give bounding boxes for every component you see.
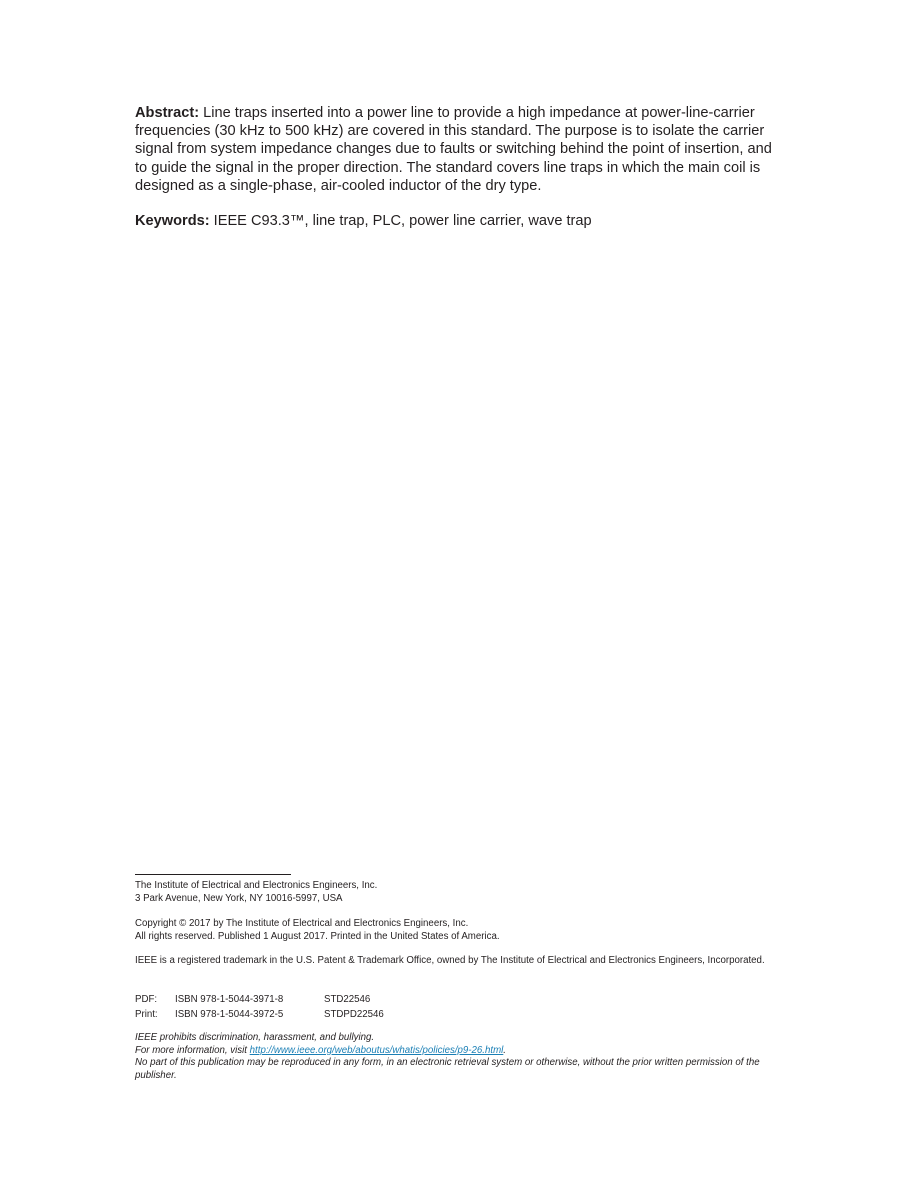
rights-line: All rights reserved. Published 1 August 2017. Printed in the United States of America. (135, 930, 500, 942)
isbn-block (135, 992, 790, 1022)
publisher-name: The Institute of Electrical and Electronics Engineers, Inc. (135, 880, 378, 891)
isbn-format-label: PDF: (135, 994, 158, 1005)
isbn-format-label: Print: (135, 1009, 158, 1020)
trademark-text: IEEE is a registered trademark in the U.S. Patent & Trademark Office, owned by The Institute of Electrical and Electronics Engineers, Incorporated. (135, 955, 765, 966)
abstract-paragraph (135, 104, 785, 195)
reproduction-notice: No part of this publication may be reproduced in any form, in an electronic retrieval system or otherwise, without the prior written permission of the publisher. (135, 1057, 760, 1081)
isbn-product-code: STDPD22546 (324, 1009, 384, 1020)
isbn-row-pdf (135, 992, 790, 1007)
more-info-line (135, 1045, 790, 1058)
more-info-suffix: . (503, 1044, 506, 1056)
abstract-text: Line traps inserted into a power line to provide a high impedance at power-line-carrier frequencies (30 kHz to 500 kHz) are covered in this standard. The purpose is to isolate the carrier signal from system impedance changes due to faults or switching behind the point of insertion, and to guide the signal in the proper direction. The standard covers line traps in which the main coil is designed as a single-phase, air-cooled inductor of the dry type. (135, 105, 772, 194)
isbn-product-code: STD22546 (324, 994, 371, 1005)
abstract-label: Abstract: (135, 105, 200, 121)
footnote-divider (135, 874, 291, 875)
more-info-prefix: For more information, visit (135, 1044, 250, 1056)
publisher-address: 3 Park Avenue, New York, NY 10016-5997, USA (135, 892, 343, 904)
trademark-block (135, 955, 790, 968)
policy-link[interactable]: http://www.ieee.org/web/aboutus/whatis/policies/p9-26.html (249, 1044, 504, 1056)
keywords-label: Keywords: (135, 213, 210, 229)
isbn-number: ISBN 978-1-5044-3972-5 (175, 1009, 284, 1020)
copyright-block (135, 918, 790, 943)
notice-block (135, 1032, 790, 1082)
copyright-line: Copyright © 2017 by The Institute of Electrical and Electronics Engineers, Inc. (135, 918, 469, 929)
publisher-block (135, 880, 790, 905)
policy-statement: IEEE prohibits discrimination, harassment, and bullying. (135, 1032, 375, 1043)
keywords-paragraph (135, 212, 785, 230)
keywords-text: IEEE C93.3™, line trap, PLC, power line carrier, wave trap (209, 213, 592, 229)
isbn-row-print (135, 1007, 790, 1022)
isbn-number: ISBN 978-1-5044-3971-8 (175, 994, 284, 1005)
